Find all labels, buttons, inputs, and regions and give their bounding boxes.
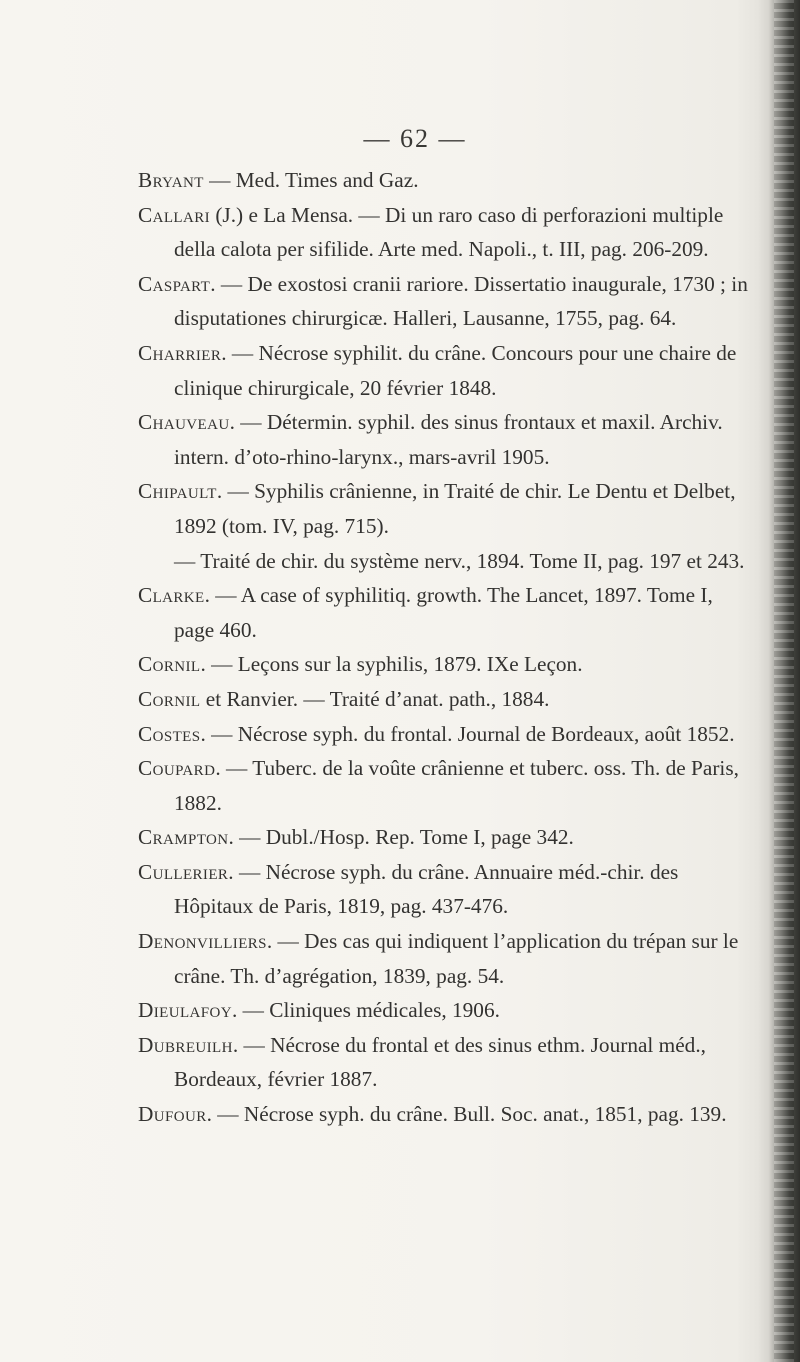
entry-text: . — Leçons sur la syphilis, 1879. IXe Leçon. <box>200 652 583 677</box>
entry-text: . — Dubl./Hosp. Rep. Tome I, page 342. <box>228 825 574 850</box>
entry-text: . — Nécrose syph. du crâne. Bull. Soc. anat., 1851, pag. 139. <box>206 1102 727 1127</box>
entry-author: Dubreuilh <box>138 1032 233 1057</box>
bibliography-entry <box>138 751 758 820</box>
entry-text: . — Détermin. syphil. des sinus frontaux et maxil. Archiv. intern. d’oto-rhino-larynx., mars-avril 1905. <box>174 410 723 469</box>
bibliography-entry <box>138 820 758 855</box>
bibliography-entry <box>138 474 758 543</box>
entry-text: — Traité de chir. du système nerv., 1894. Tome II, pag. 197 et 243. <box>174 548 745 573</box>
bibliography-entry <box>138 855 758 924</box>
bibliography-entry <box>138 405 758 474</box>
entry-text: . — A case of syphilitiq. growth. The Lancet, 1897. Tome I, page 460. <box>174 583 713 642</box>
entry-author: Cullerier <box>138 859 229 884</box>
bibliography-entry <box>138 267 758 336</box>
entry-author: Callari <box>138 202 210 227</box>
entry-author: Chipault <box>138 479 217 504</box>
entry-text: . — Tuberc. de la voûte crânienne et tuberc. oss. Th. de Paris, 1882. <box>174 756 739 815</box>
entry-text: . — Nécrose syphilit. du crâne. Concours pour une chaire de clinique chirurgicale, 20 février 1848. <box>174 340 737 400</box>
page-number: — 62 — <box>363 124 467 153</box>
entry-author: Bryant <box>138 168 204 192</box>
bibliography-entry <box>138 1028 758 1097</box>
entry-author: Crampton <box>138 825 229 850</box>
bibliography-entry <box>138 336 758 405</box>
entry-text: . — Nécrose du frontal et des sinus ethm. Journal méd., Bordeaux, février 1887. <box>174 1032 706 1092</box>
bibliography-entry <box>138 682 758 717</box>
entry-text: (J.) e La Mensa. — Di un raro caso di perforazioni multiple della calota per sifilide. Arte med. Napoli., t. III, pag. 206-209. <box>174 202 724 262</box>
entry-author: Cornil <box>138 686 201 711</box>
entry-author: Clarke <box>138 583 205 608</box>
bibliography-entry <box>138 647 758 682</box>
bibliography-list <box>138 163 758 1132</box>
entry-text: . — Nécrose syph. du frontal. Journal de Bordeaux, août 1852. <box>200 721 735 746</box>
entry-text: . — Syphilis crânienne, in Traité de chir. Le Dentu et Delbet, 1892 (tom. IV, pag. 715). <box>174 479 736 538</box>
entry-text: . — Cliniques médicales, 1906. <box>231 998 500 1023</box>
entry-author: Charrier <box>138 340 222 365</box>
page-edge-texture <box>774 0 794 1362</box>
entry-author: Caspart <box>138 271 211 296</box>
bibliography-entry <box>138 1097 758 1132</box>
entry-author: Chauveau <box>138 410 230 435</box>
bibliography-entry <box>138 544 758 579</box>
entry-text: . — Nécrose syph. du crâne. Annuaire méd.-chir. des Hôpitaux de Paris, 1819, pag. 437-476. <box>174 859 679 919</box>
bibliography-entry <box>138 717 758 752</box>
entry-author: Cornil <box>138 652 201 677</box>
entry-author: Costes <box>138 721 201 746</box>
bibliography-entry <box>138 198 758 267</box>
bibliography-entry <box>138 924 758 993</box>
entry-author: Dieulafoy <box>138 998 232 1023</box>
entry-text: et Ranvier. — Traité d’anat. path., 1884. <box>200 686 550 711</box>
bibliography-entry <box>138 578 758 647</box>
bibliography-entry <box>138 163 758 198</box>
entry-text: — Med. Times and Gaz. <box>203 168 419 192</box>
entry-text: . — Des cas qui indiquent l’application du trépan sur le crâne. Th. d’agrégation, 1839, pag. 54. <box>174 929 739 988</box>
bibliography-entry <box>138 993 758 1028</box>
entry-author: Denonvilliers <box>138 929 267 954</box>
entry-author: Dufour <box>138 1102 207 1127</box>
entry-text: . — De exostosi cranii rariore. Dissertatio inaugurale, 1730 ; in disputationes chirurgicæ. Halleri, Lausanne, 1755, pag. 64. <box>174 271 748 331</box>
entry-author: Coupard <box>138 756 216 781</box>
